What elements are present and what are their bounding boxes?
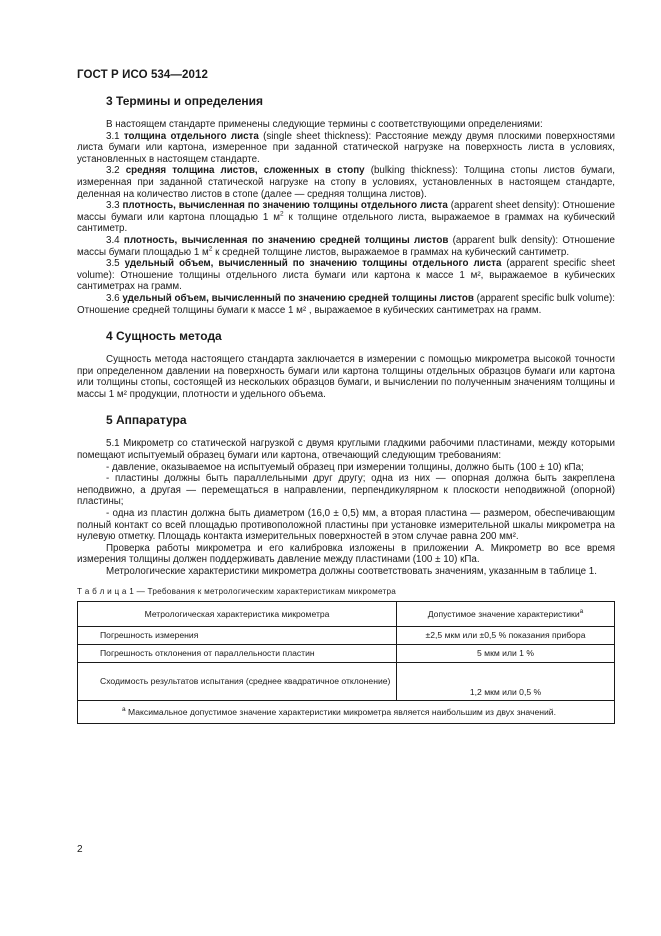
table-cell-characteristic: Погрешность измерения	[78, 627, 397, 645]
term-3-2-number: 3.2	[106, 165, 120, 177]
term-3-4-definition-b: к средней толщине листов, выражаемое в граммах на кубический сантиметр.	[212, 246, 570, 258]
term-3-4-number: 3.4	[106, 234, 120, 246]
term-3-1-definition: (single sheet thickness): Расстояние между двумя плоскими поверхностями листа бумаги или картона, измеренное при заданной статической нагрузке на поверхность листа в условиях, установленных в настоящем стандарте.	[77, 130, 615, 165]
term-3-4-definition-a: (apparent bulk density): Отношение массы бумаги площадью 1 м	[77, 234, 615, 258]
table-header-footnote-mark: a	[579, 608, 584, 616]
section-4-heading: 4 Сущность метода	[106, 329, 222, 344]
table-footnote-mark: a	[122, 706, 126, 714]
term-3-6-title: удельный объем, вычисленный по значению средней толщины листов	[122, 292, 474, 304]
section-5-paragraph-1: 5.1 Микрометр со статической нагрузкой с двумя круглыми гладкими рабочими пластинами, между которыми помещают испытуемый образец бумаги или картона, отвечающий следующим требованиям:	[77, 438, 615, 462]
term-3-4-title: плотность, вычисленная по значению средней толщины листов	[123, 234, 449, 246]
table-cell-value: 5 мкм или 1 %	[397, 645, 615, 663]
section-5-heading: 5 Аппаратура	[106, 413, 187, 428]
term-3-3-number: 3.3	[106, 200, 120, 212]
section-4-text: Сущность метода настоящего стандарта заключается в измерении с помощью микрометра высокой точности при определенном давлении на поверхность бумаги или картона толщины отдельных образцов бумаги или картона или толщины стопы, состоящей из нескольких образцов бумаги, и вычислении по полученным значениям толщины и массы 1 м² продукции, плотности и удельного объема.	[77, 354, 615, 400]
page-number: 2	[77, 844, 83, 855]
term-3-4	[77, 235, 615, 258]
term-3-3-superscript: 2	[279, 210, 284, 218]
term-3-5-definition: (apparent specific sheet volume): Отношение толщины отдельного листа бумаги или картона к массе 1 м², выражаемое в кубических сантиметрах на грамм.	[77, 258, 616, 293]
document-header: ГОСТ Р ИСО 534—2012	[77, 69, 209, 81]
table-row	[78, 663, 615, 701]
table-footnote	[78, 701, 615, 724]
section-5-requirement-pressure: - давление, оказываемое на испытуемый образец при измерении толщины, должно быть (100 ± 10) кПа;	[106, 461, 584, 473]
table-cell-value: ±2,5 мкм или ±0,5 % показания прибора	[397, 627, 615, 645]
table-cell-characteristic: Погрешность отклонения от параллельности пластин	[78, 645, 397, 663]
term-3-1-title: толщина отдельного листа	[123, 130, 259, 142]
section-5-requirement-diameter: - одна из пластин должна быть диаметром (16,0 ± 0,5) мм, а вторая пластина — размером, обеспечивающим полный контакт со всей площадью противоположной пластины при установке измерительной шкалы микрометра на нулевую отметку. Площадь контакта измерительных поверхностей в этом случае равна 200 мм².	[77, 508, 615, 543]
table-row	[78, 645, 615, 663]
term-3-3-definition-a: (apparent sheet density): Отношение массы бумаги или картона площадью 1 м	[77, 200, 615, 223]
table-cell-value: 1,2 мкм или 0,5 %	[397, 663, 615, 701]
table-header-value	[397, 602, 615, 627]
table-cell-characteristic: Сходимость результатов испытания (среднее квадратичное отклонение)	[78, 663, 397, 701]
page-content	[77, 94, 615, 724]
term-3-2	[77, 165, 615, 200]
term-3-5	[77, 258, 615, 293]
section-5-requirement-plates: - пластины должны быть параллельными друг другу; одна из них — опорная должна быть закреплена неподвижно, а другая — перемещаться в направлении, перпендикулярном к плоскости неподвижной (опорной) пластины;	[77, 473, 615, 508]
metrology-table	[77, 601, 615, 724]
term-3-3	[77, 200, 615, 235]
term-3-2-title: средняя толщина листов, сложенных в стопу	[125, 165, 365, 177]
section-5-paragraph-calibration: Проверка работы микрометра и его калибровка изложены в приложении А. Микрометр во все время измерения толщины должен поддерживать давление между пластинами (100 ± 10) кПа.	[77, 542, 615, 566]
term-3-4-superscript: 2	[208, 245, 213, 253]
section-5-paragraph-metrology: Метрологические характеристики микрометра должны соответствовать значениям, указанным в таблице 1.	[106, 566, 597, 577]
term-3-3-title: плотность, вычисленная по значению толщины отдельного листа	[122, 200, 448, 212]
term-3-3-definition-b: к толщине отдельного листа, выражаемое в граммах на кубический сантиметр.	[77, 211, 615, 235]
section-3-heading: 3 Термины и определения	[106, 94, 264, 108]
term-3-5-number: 3.5	[106, 258, 120, 270]
term-3-2-definition: (bulking thickness): Толщина стопы листов бумаги, измеренная при заданной статической нагрузке на стопу в условиях, установленных в настоящем стандарте, деленная на количество листов в стопе (далее — средняя толщина листов).	[77, 165, 615, 200]
table-header-row	[78, 602, 615, 627]
table-caption: Т а б л и ц а 1 — Требования к метрологическим характеристикам микрометра	[77, 586, 397, 596]
table-footnote-text: Максимальное допустимое значение характеристики микрометра является наибольшим из двух значений.	[125, 706, 556, 717]
section-3-intro: В настоящем стандарте применены следующие термины с соответствующими определениями:	[106, 119, 543, 130]
table-footnote-row	[78, 701, 615, 724]
table-row	[78, 627, 615, 645]
term-3-6-number: 3.6	[106, 292, 120, 304]
table-header-value-label: Допустимое значение характеристики	[427, 608, 580, 619]
table-header-characteristic: Метрологическая характеристика микрометра	[78, 602, 397, 627]
term-3-6-definition: (apparent specific bulk volume): Отношение средней толщины бумаги к массе 1 м² , выражаемое в кубических сантиметрах на грамм.	[77, 292, 615, 316]
term-3-5-title: удельный объем, вычисленный по значению толщины отдельного листа	[124, 258, 502, 270]
term-3-6	[77, 293, 615, 316]
term-3-1	[77, 131, 615, 166]
term-3-1-number: 3.1	[106, 130, 120, 142]
